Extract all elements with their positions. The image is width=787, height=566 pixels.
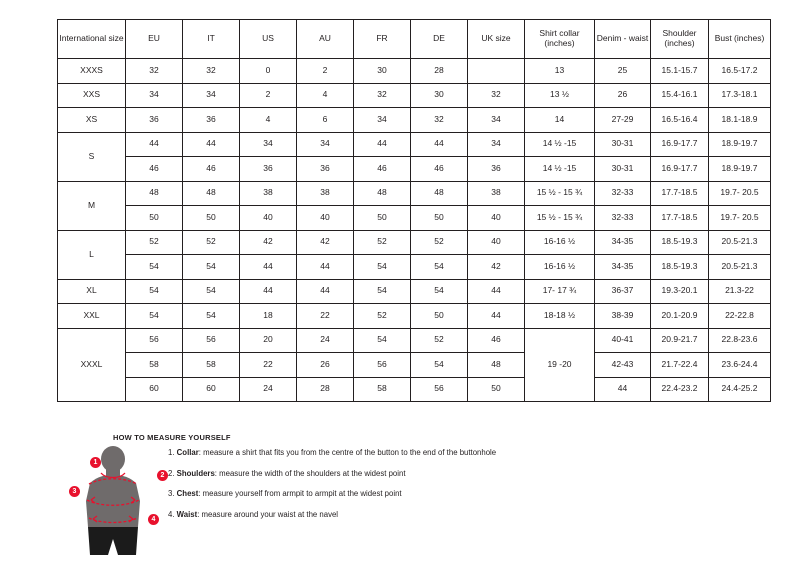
table-cell: 46 [354,157,411,182]
table-cell: 44 [240,279,297,304]
table-cell: 14 ½ -15 [525,157,595,182]
table-cell: 13 ½ [525,83,595,108]
table-cell: 20 [240,328,297,353]
table-cell: 13 [525,59,595,84]
table-cell: 19.7- 20.5 [709,206,771,231]
measure-item-1 [168,448,688,458]
table-cell: 18-18 ½ [525,304,595,329]
table-cell: 15.1-15.7 [651,59,709,84]
table-cell: 50 [126,206,183,231]
measure-item-term: Collar [176,448,199,457]
table-cell: 30 [411,83,468,108]
table-cell: 42 [240,230,297,255]
size-label-cell: L [58,230,126,279]
table-cell: 34 [240,132,297,157]
table-cell: 58 [183,353,240,378]
column-header-9: Denim - waist [595,20,651,59]
table-cell: 25 [595,59,651,84]
table-cell: 44 [297,279,354,304]
table-cell: 17.7-18.5 [651,206,709,231]
table-header-row [58,20,771,59]
table-cell: 54 [126,279,183,304]
table-cell: 40 [468,206,525,231]
table-cell: 14 [525,108,595,133]
table-cell: 34 [183,83,240,108]
table-cell: 6 [297,108,354,133]
table-cell: 44 [183,132,240,157]
table-cell: 42 [297,230,354,255]
column-header-5: FR [354,20,411,59]
table-row [58,304,771,329]
table-cell: 22.4-23.2 [651,377,709,402]
measure-instructions-list [168,448,688,531]
table-cell: 30-31 [595,157,651,182]
table-cell: 32 [126,59,183,84]
callout-1: 1 [90,457,101,468]
table-row [58,157,771,182]
table-cell: 44 [411,132,468,157]
table-cell: 44 [595,377,651,402]
measure-item-number: 2. [168,468,177,478]
table-row [58,181,771,206]
table-cell: 18.9-19.7 [709,157,771,182]
table-cell: 40-41 [595,328,651,353]
table-cell: 44 [468,279,525,304]
table-cell: 18 [240,304,297,329]
table-cell: 48 [126,181,183,206]
table-cell: 50 [411,304,468,329]
table-cell: 50 [411,206,468,231]
table-cell: 14 ½ -15 [525,132,595,157]
column-header-4: AU [297,20,354,59]
table-row [58,59,771,84]
column-header-10: Shoulder (inches) [651,20,709,59]
table-cell: 17.3-18.1 [709,83,771,108]
table-cell: 22.8-23.6 [709,328,771,353]
table-cell: 22 [240,353,297,378]
table-cell: 15 ½ - 15 ¾ [525,181,595,206]
table-cell: 48 [468,353,525,378]
collar-cell: 19 -20 [525,328,595,402]
measure-item-number: 1. [168,448,177,457]
table-row [58,377,771,402]
table-cell: 38 [240,181,297,206]
table-cell: 46 [183,157,240,182]
table-cell: 52 [354,304,411,329]
callout-2: 2 [157,470,168,481]
table-cell: 36-37 [595,279,651,304]
measure-item-number: 3. [168,489,177,499]
table-cell: 40 [240,206,297,231]
table-cell: 36 [126,108,183,133]
table-cell [468,59,525,84]
table-cell: 20.9-21.7 [651,328,709,353]
column-header-7: UK size [468,20,525,59]
table-cell: 18.5-19.3 [651,230,709,255]
table-cell: 52 [411,230,468,255]
table-row [58,255,771,280]
table-cell: 30 [354,59,411,84]
table-cell: 54 [183,304,240,329]
table-cell: 36 [468,157,525,182]
table-cell: 32 [183,59,240,84]
table-cell: 36 [240,157,297,182]
column-header-1: EU [126,20,183,59]
table-cell: 48 [354,181,411,206]
table-cell: 16.9-17.7 [651,132,709,157]
measure-item-term: Chest [176,489,199,499]
table-cell: 58 [354,377,411,402]
table-cell: 58 [126,353,183,378]
table-cell: 60 [183,377,240,402]
table-cell: 2 [240,83,297,108]
table-cell: 50 [354,206,411,231]
callout-3: 3 [69,486,80,497]
table-cell: 15 ½ - 15 ¾ [525,206,595,231]
table-cell: 16.5-16.4 [651,108,709,133]
measure-item-text: : measure the width of the shoulders at the widest point [214,468,406,478]
size-label-cell: XXS [58,83,126,108]
table-cell: 44 [468,304,525,329]
size-chart-table [57,19,771,402]
table-cell: 19.3-20.1 [651,279,709,304]
table-cell: 27-29 [595,108,651,133]
table-cell: 54 [126,304,183,329]
table-cell: 48 [411,181,468,206]
table-cell: 15.4-16.1 [651,83,709,108]
table-cell: 56 [183,328,240,353]
table-cell: 24 [297,328,354,353]
table-cell: 54 [411,279,468,304]
table-cell: 38 [468,181,525,206]
torso-diagram-icon [60,443,180,563]
table-cell: 54 [354,255,411,280]
table-cell: 32-33 [595,181,651,206]
measure-item-3 [168,489,688,499]
table-cell: 32 [468,83,525,108]
callout-4: 4 [148,514,159,525]
table-cell: 60 [126,377,183,402]
table-cell: 17- 17 ¾ [525,279,595,304]
size-label-cell: S [58,132,126,181]
table-cell: 24.4-25.2 [709,377,771,402]
table-cell: 56 [126,328,183,353]
column-header-2: IT [183,20,240,59]
table-cell: 54 [411,255,468,280]
table-cell: 20.1-20.9 [651,304,709,329]
table-cell: 0 [240,59,297,84]
measure-item-text: : measure around your waist at the navel [197,510,339,520]
table-cell: 52 [354,230,411,255]
table-cell: 54 [354,328,411,353]
table-cell: 38 [297,181,354,206]
table-cell: 21.3-22 [709,279,771,304]
table-cell: 2 [297,59,354,84]
table-cell: 34 [297,132,354,157]
size-label-cell: XXL [58,304,126,329]
table-row [58,353,771,378]
table-cell: 54 [183,255,240,280]
table-row [58,230,771,255]
table-row [58,108,771,133]
table-cell: 34-35 [595,230,651,255]
table-cell: 42-43 [595,353,651,378]
table-cell: 16-16 ½ [525,255,595,280]
table-cell: 32 [411,108,468,133]
table-cell: 52 [183,230,240,255]
table-cell: 52 [411,328,468,353]
table-row [58,206,771,231]
table-cell: 44 [297,255,354,280]
table-cell: 16.9-17.7 [651,157,709,182]
table-cell: 24 [240,377,297,402]
size-label-cell: XXXS [58,59,126,84]
table-cell: 34 [126,83,183,108]
column-header-0: International size [58,20,126,59]
measure-item-number: 4. [168,510,177,520]
measure-section-title: HOW TO MEASURE YOURSELF [113,433,231,442]
table-cell: 44 [354,132,411,157]
table-cell: 16.5-17.2 [709,59,771,84]
table-row [58,83,771,108]
table-cell: 46 [468,328,525,353]
table-cell: 34 [468,132,525,157]
table-cell: 40 [297,206,354,231]
table-cell: 28 [411,59,468,84]
table-cell: 34 [468,108,525,133]
table-row [58,132,771,157]
table-cell: 22 [297,304,354,329]
table-cell: 34 [354,108,411,133]
table-cell: 52 [126,230,183,255]
table-cell: 21.7-22.4 [651,353,709,378]
table-cell: 54 [411,353,468,378]
table-cell: 18.1-18.9 [709,108,771,133]
table-cell: 46 [411,157,468,182]
column-header-8: Shirt collar (inches) [525,20,595,59]
table-cell: 56 [411,377,468,402]
table-cell: 54 [354,279,411,304]
table-cell: 16-16 ½ [525,230,595,255]
table-cell: 50 [468,377,525,402]
table-cell: 54 [183,279,240,304]
table-cell: 32 [354,83,411,108]
table-cell: 44 [126,132,183,157]
column-header-3: US [240,20,297,59]
column-header-11: Bust (inches) [709,20,771,59]
size-label-cell: M [58,181,126,230]
table-row [58,279,771,304]
table-cell: 34-35 [595,255,651,280]
table-row [58,328,771,353]
table-cell: 56 [354,353,411,378]
column-header-6: DE [411,20,468,59]
table-cell: 38-39 [595,304,651,329]
table-cell: 4 [297,83,354,108]
table-cell: 22-22.8 [709,304,771,329]
table-cell: 42 [468,255,525,280]
table-cell: 32-33 [595,206,651,231]
table-cell: 26 [297,353,354,378]
measure-item-text: : measure yourself from armpit to armpit at the widest point [198,489,402,499]
measure-item-2 [168,469,688,479]
size-label-cell: XS [58,108,126,133]
size-label-cell: XL [58,279,126,304]
table-cell: 30-31 [595,132,651,157]
table-cell: 28 [297,377,354,402]
measure-item-text: : measure a shirt that fits you from the centre of the button to the end of the buttonhole [198,448,497,457]
table-cell: 4 [240,108,297,133]
table-cell: 44 [240,255,297,280]
table-cell: 36 [297,157,354,182]
table-cell: 54 [126,255,183,280]
table-cell: 23.6-24.4 [709,353,771,378]
table-cell: 18.5-19.3 [651,255,709,280]
table-cell: 17.7-18.5 [651,181,709,206]
table-cell: 26 [595,83,651,108]
table-cell: 48 [183,181,240,206]
table-cell: 20.5-21.3 [709,230,771,255]
measure-item-4 [168,510,688,520]
table-cell: 18.9-19.7 [709,132,771,157]
table-cell: 20.5-21.3 [709,255,771,280]
table-cell: 50 [183,206,240,231]
measurement-figure [60,443,180,563]
table-cell: 36 [183,108,240,133]
measure-item-term: Shoulders [176,468,215,478]
measure-item-term: Waist [176,510,198,520]
table-cell: 46 [126,157,183,182]
size-label-cell: XXXL [58,328,126,402]
table-cell: 40 [468,230,525,255]
table-cell: 19.7- 20.5 [709,181,771,206]
